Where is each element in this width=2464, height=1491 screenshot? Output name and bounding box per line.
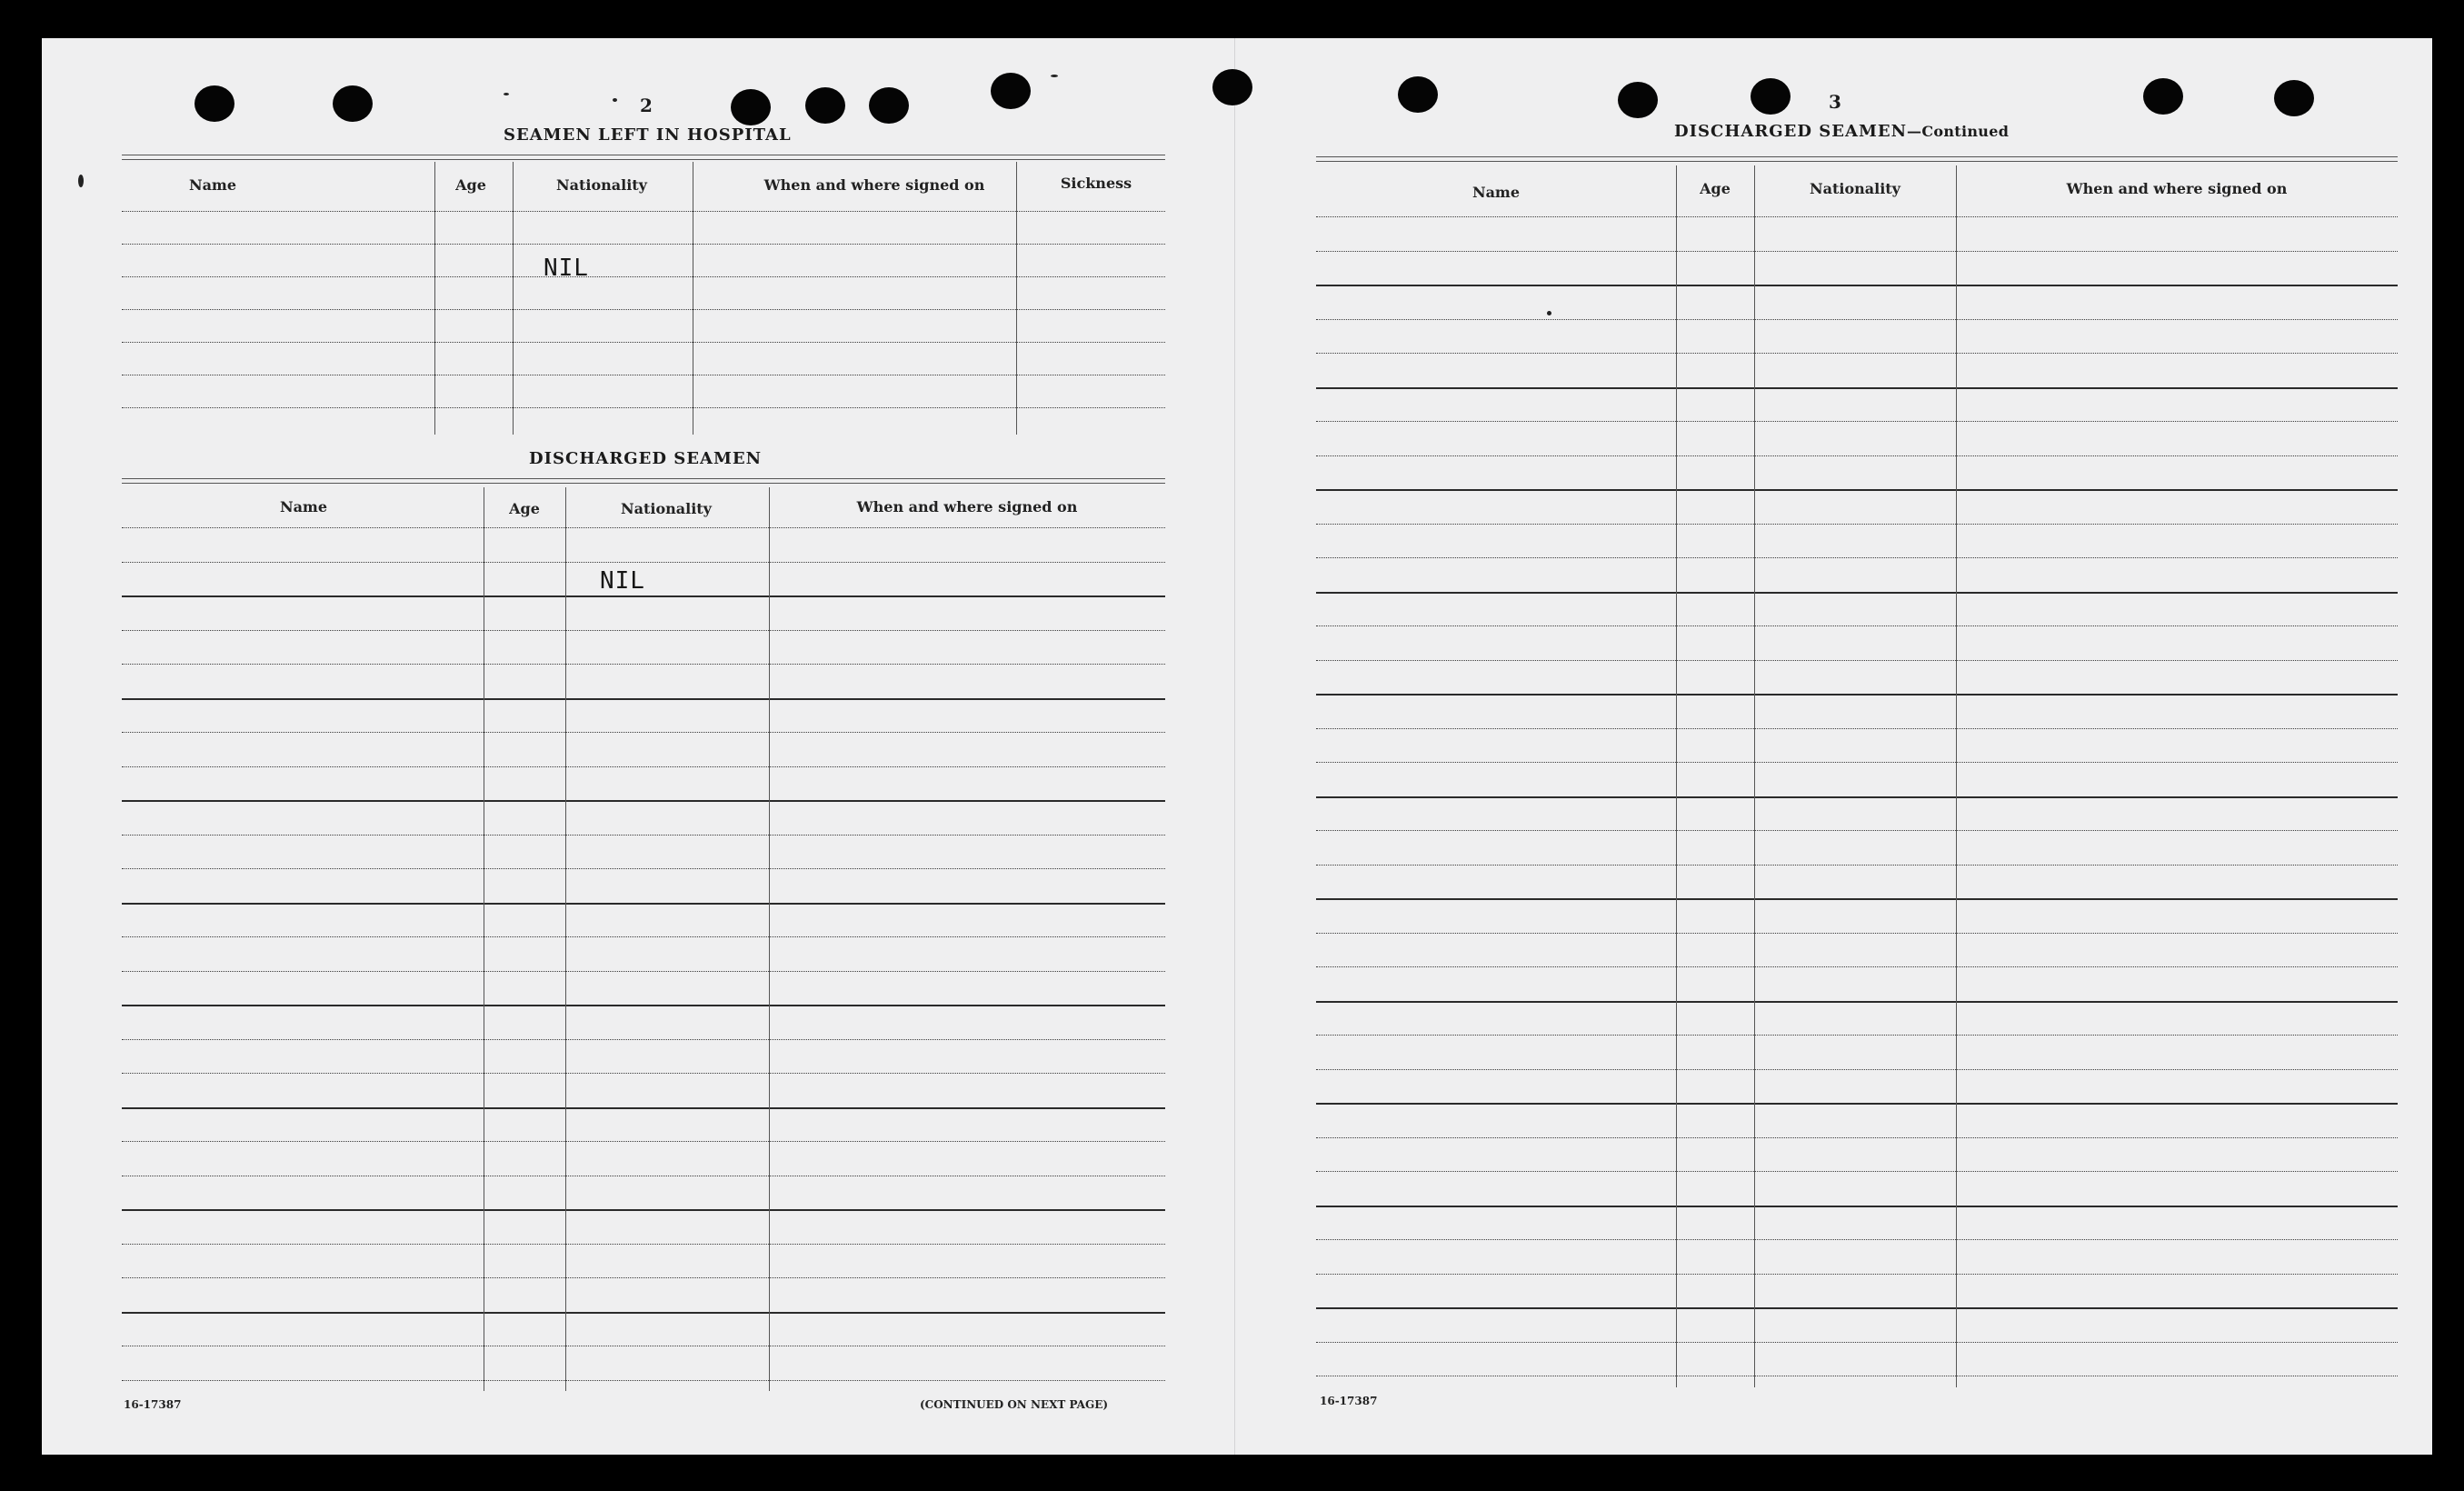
ruled-line: [122, 1312, 1165, 1314]
ruled-line: [122, 868, 1165, 869]
punch-hole: [2143, 78, 2183, 115]
ruled-line: [1316, 1035, 2398, 1036]
ruled-line: [122, 835, 1165, 836]
ruled-line: [122, 766, 1165, 767]
ruled-line: [1316, 1239, 2398, 1240]
col-header-age: Age: [509, 500, 540, 517]
ruled-line: [1316, 865, 2398, 866]
form-sheet: [42, 38, 2432, 1455]
ruled-line: [122, 244, 1165, 245]
paper-speck: [504, 93, 509, 95]
ruled-line: [1316, 1069, 2398, 1070]
discharged-entry-nil: NIL: [600, 567, 645, 595]
ruled-line: [122, 630, 1165, 631]
ruled-line: [1316, 1171, 2398, 1172]
ruled-line: [1316, 1137, 2398, 1138]
ruled-line: [1316, 694, 2398, 695]
ruled-line: [1316, 1274, 2398, 1275]
ruled-line: [122, 664, 1165, 665]
section-rule: [1316, 156, 2398, 162]
ruled-line: [122, 527, 1165, 528]
ruled-line: [1316, 592, 2398, 594]
col-header-name: Name: [188, 176, 237, 194]
ruled-line: [122, 276, 1165, 277]
col-header-age: Age: [455, 176, 486, 194]
ruled-line: [1316, 251, 2398, 252]
ruled-line: [1316, 796, 2398, 798]
ruled-line: [122, 936, 1165, 937]
paper-speck: [613, 98, 617, 102]
discharged-section-title: DISCHARGED SEAMEN: [529, 449, 763, 468]
column-divider: [1676, 165, 1677, 1387]
punch-hole: [869, 87, 909, 124]
hospital-section-title: SEAMEN LEFT IN HOSPITAL: [504, 125, 792, 145]
ruled-line: [122, 595, 1165, 597]
ruled-line: [122, 698, 1165, 700]
section-rule: [122, 478, 1165, 484]
right-title-main: DISCHARGED SEAMEN: [1674, 122, 1908, 141]
ruled-line: [1316, 524, 2398, 525]
ruled-line: [1316, 557, 2398, 558]
punch-hole: [1212, 69, 1252, 105]
ruled-line: [122, 732, 1165, 733]
ruled-line: [1316, 353, 2398, 354]
col-header-nationality: Nationality: [1810, 180, 1900, 197]
column-divider: [1016, 162, 1017, 435]
ruled-line: [1316, 660, 2398, 661]
ruled-line: [1316, 898, 2398, 900]
col-header-name: Name: [279, 498, 328, 515]
column-divider: [769, 487, 770, 1391]
right-section-title: [1674, 122, 2009, 141]
column-divider: [565, 487, 566, 1391]
ruled-line: [1316, 216, 2398, 217]
punch-hole: [195, 85, 234, 122]
ruled-line: [1316, 387, 2398, 389]
ruled-line: [122, 407, 1165, 408]
ruled-line: [122, 562, 1165, 563]
ruled-line: [122, 342, 1165, 343]
ruled-line: [1316, 1001, 2398, 1003]
right-title-suffix: —Continued: [1907, 123, 2010, 140]
ruled-line: [1316, 1342, 2398, 1343]
column-divider: [434, 162, 435, 435]
punch-hole: [991, 73, 1031, 109]
punch-hole: [333, 85, 373, 122]
ruled-line: [122, 1107, 1165, 1109]
punch-hole: [2274, 80, 2314, 116]
col-header-nationality: Nationality: [556, 176, 647, 194]
col-header-age: Age: [1700, 180, 1731, 197]
ruled-line: [1316, 489, 2398, 491]
punch-hole: [1398, 76, 1438, 113]
col-header-signed-on: When and where signed on: [763, 176, 985, 194]
ruled-line: [122, 971, 1165, 972]
paper-speck: [78, 175, 84, 187]
col-header-signed-on: When and where signed on: [856, 498, 1078, 515]
page-number-right: 3: [1829, 91, 1841, 113]
ruled-line: [1316, 1103, 2398, 1105]
ruled-line: [122, 1005, 1165, 1006]
ruled-line: [122, 211, 1165, 212]
punch-hole: [1751, 78, 1791, 115]
punch-hole: [805, 87, 845, 124]
form-number-right: 16-17387: [1320, 1395, 1378, 1407]
ruled-line: [1316, 762, 2398, 763]
ruled-line: [1316, 830, 2398, 831]
ruled-line: [1316, 285, 2398, 286]
col-header-sickness: Sickness: [1060, 175, 1132, 192]
ruled-line: [1316, 933, 2398, 934]
continued-note: (CONTINUED ON NEXT PAGE): [920, 1398, 1109, 1411]
ruled-line: [1316, 1307, 2398, 1309]
page-fold: [1234, 38, 1235, 1455]
paper-speck: [1547, 311, 1551, 315]
ruled-line: [1316, 421, 2398, 422]
section-rule: [122, 155, 1165, 160]
col-header-name: Name: [1471, 184, 1521, 201]
ruled-line: [122, 1380, 1165, 1381]
hospital-entry-nil: NIL: [544, 255, 589, 282]
ruled-line: [122, 903, 1165, 905]
column-divider: [1754, 165, 1755, 1387]
ruled-line: [1316, 319, 2398, 320]
page-number-left: 2: [640, 95, 653, 116]
ruled-line: [1316, 728, 2398, 729]
ruled-line: [1316, 966, 2398, 967]
ruled-line: [1316, 455, 2398, 456]
ruled-line: [122, 1277, 1165, 1278]
ruled-line: [122, 1073, 1165, 1074]
punch-hole: [1618, 82, 1658, 118]
column-divider: [513, 162, 514, 435]
form-number-left: 16-17387: [124, 1398, 182, 1411]
ruled-line: [122, 1039, 1165, 1040]
col-header-nationality: Nationality: [621, 500, 712, 517]
punch-hole: [731, 89, 771, 125]
ruled-line: [122, 800, 1165, 802]
col-header-signed-on: When and where signed on: [2066, 180, 2288, 197]
ruled-line: [1316, 1206, 2398, 1207]
ruled-line: [122, 1244, 1165, 1245]
column-divider: [1956, 165, 1957, 1387]
ruled-line: [122, 1141, 1165, 1142]
ruled-line: [122, 1209, 1165, 1211]
ruled-line: [122, 309, 1165, 310]
ruled-line: [1316, 625, 2398, 626]
paper-speck: [1051, 75, 1058, 77]
